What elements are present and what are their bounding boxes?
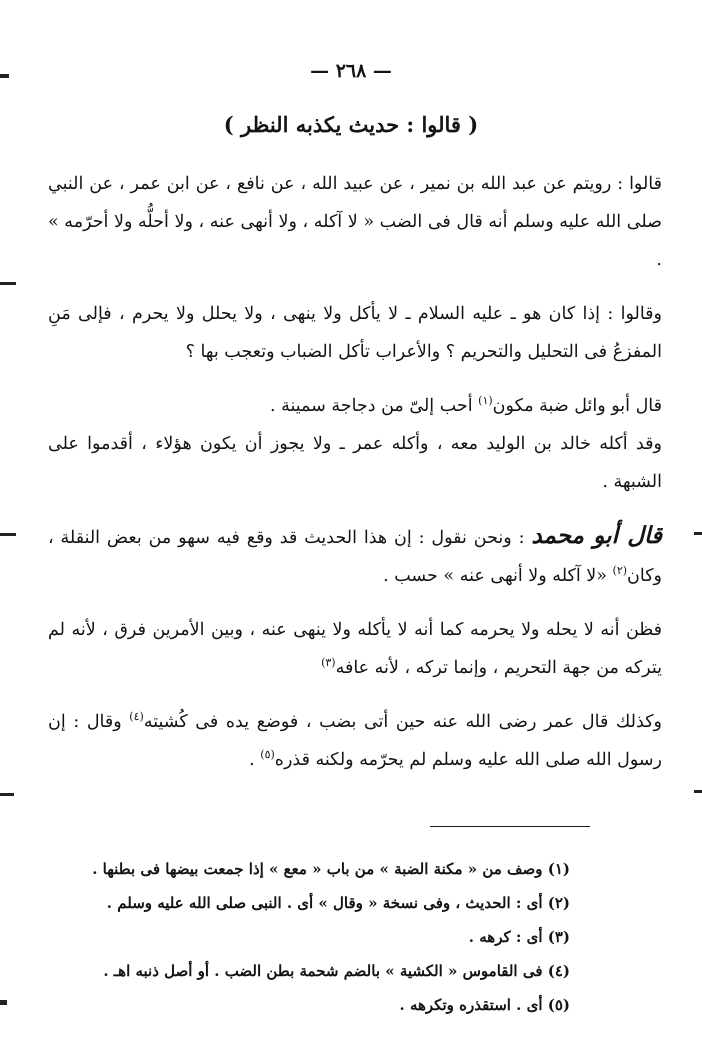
paragraph-waqalu: وقالوا : إذا كان هو ـ عليه السلام ـ لا يأكل ولا ينهى ، ولا يحلل ولا يحرم ، فإلى مَنِ المفزعُ فى التحليل والتحريم ؟ والأعراب تأكل الضباب وتعجب بها ؟ [48, 304, 662, 362]
paragraph-abu-wail [48, 387, 662, 425]
footnote-ref-3: (٣) [321, 656, 336, 670]
section-heading: ( قالوا : حديث يكذبه النظر ) [223, 112, 479, 137]
kadhalik-text-2: وقال : إن رسول الله صلى الله عليه وسلم لم يحرّمه ولكنه قذره [48, 712, 662, 770]
footnote-3: (٣) أى : كرهه . [468, 928, 570, 946]
kadhalik-text: وكذلك قال عمر رضى الله عنه حين أتى بضب ، فوضع يده فى كُشيته [143, 712, 662, 732]
footnote-divider [430, 826, 590, 827]
footnote-ref-2: (٢) [612, 564, 628, 578]
scan-mark [0, 1000, 7, 1005]
footnote-5: (٥) أى . استقذره وتكرهه . [399, 996, 570, 1014]
footnote-1: (١) وصف من « مكنة الضبة » من باب « معع » إذا جمعت بيضها فى بطنها . [92, 860, 570, 878]
footnote-ref-5: (٥) [260, 748, 275, 762]
footnote-4: (٤) فى القاموس « الكشية » بالضم شحمة بطن الضب . أو أصل ذنبه اهـ . [103, 962, 570, 980]
scan-mark [694, 532, 702, 535]
footnotes [60, 852, 570, 1022]
footnote-ref-4: (٤) [129, 710, 144, 724]
paragraph-qalu: قالوا : رويتم عن عبد الله بن نمير ، عن عبيد الله ، عن نافع ، عن ابن عمر ، عن النبي صلى الله عليه وسلم أنه قال فى الضب « لا آكله ، ولا أنهى عنه ، ولا أحلُّه ولا أحرّمه » . [48, 174, 662, 270]
abu-wail-text: قال أبو وائل ضبة مكون [492, 396, 662, 416]
speaker-label: قال أبو محمد [531, 522, 663, 549]
footnote-ref-1: (١) [478, 394, 493, 408]
page-number: — ٢٦٨ — [310, 60, 392, 82]
footnote-2: (٢) أى : الحديث ، وفى نسخة « وقال » أى . النبى صلى الله عليه وسلم . [106, 894, 570, 912]
scan-mark [0, 533, 16, 536]
fazan-text: فظن أنه لا يحله ولا يحرمه كما أنه لا يأكله ولا ينهى عنه ، وبين الأمرين فرق ، لأنه لم يتركه من جهة التحريم ، وإنما تركه ، لأنه عافه [48, 620, 662, 678]
paragraph-reply [48, 517, 662, 595]
reply-text-end: «لا آكله ولا أنهى عنه » حسب . [383, 566, 607, 586]
abu-wail-text-end: أحب إلىّ من دجاجة سمينة . [269, 396, 473, 416]
paragraph-khalid: وقد أكله خالد بن الوليد معه ، وأكله عمر ـ ولا يجوز أن يكون هؤلاء ، أقدموا على الشبهة . [48, 434, 662, 492]
reply-text: : ونحن نقول : إن هذا الحديث قد وقع فيه سهو من بعض النقلة ، وكان [48, 528, 662, 586]
kadhalik-end: . [249, 750, 261, 770]
main-text [48, 165, 662, 795]
scan-mark [694, 790, 702, 793]
paragraph-fazan [48, 611, 662, 687]
paragraph-kadhalik [48, 703, 662, 779]
scan-mark [0, 74, 9, 78]
scan-mark [0, 793, 14, 796]
scan-mark [0, 282, 16, 285]
